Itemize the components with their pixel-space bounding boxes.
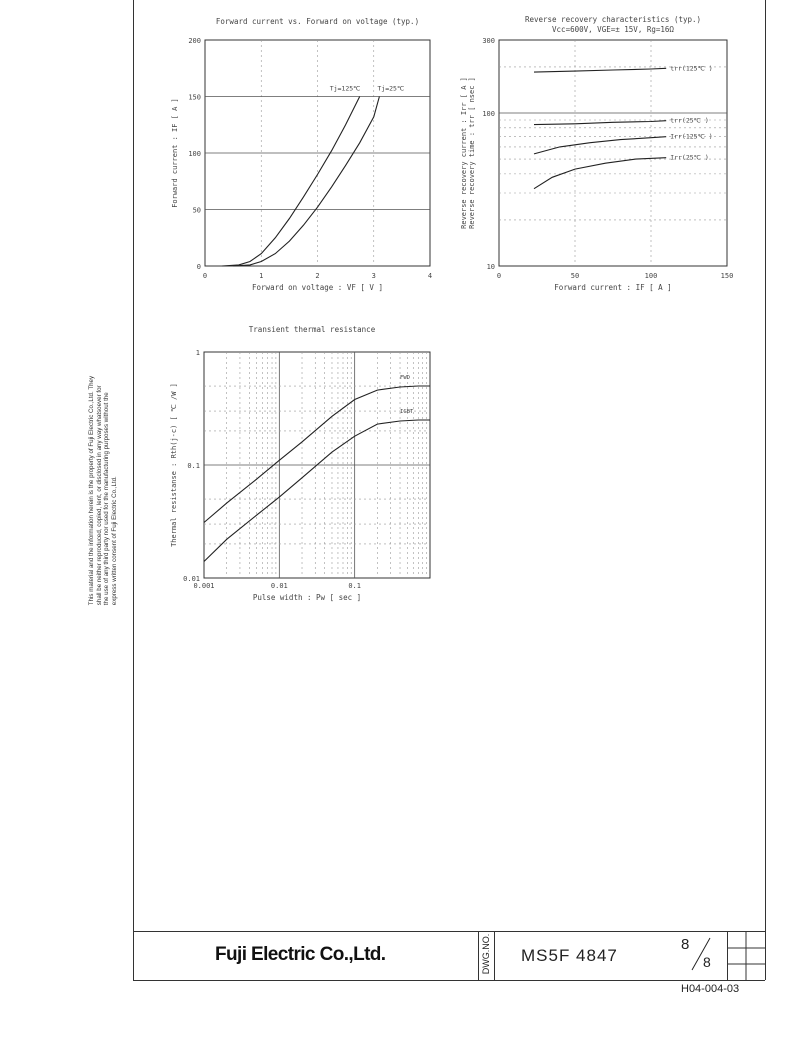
chart-title: Reverse recovery characteristics (typ.) bbox=[524, 15, 702, 24]
revision-grid bbox=[727, 932, 765, 980]
y-axis-label: Forward current : IF [ A ] bbox=[171, 98, 179, 208]
x-axis-label: Pulse width : Pw [ sec ] bbox=[252, 593, 362, 602]
series-line bbox=[534, 121, 666, 125]
y-tick-label: 1 bbox=[195, 349, 200, 357]
company-name: Fuji Electric Co.,Ltd. bbox=[215, 944, 386, 965]
y-tick-label: 0.1 bbox=[187, 462, 200, 470]
form-number: H04-004-03 bbox=[681, 983, 740, 995]
series-line bbox=[534, 68, 666, 72]
x-tick-label: 2 bbox=[315, 272, 320, 280]
series-label: Irr(25℃ ) bbox=[670, 153, 709, 162]
series-line bbox=[233, 97, 379, 267]
series-label: Tj=125℃ bbox=[329, 84, 361, 93]
series-label: trr(25℃ ) bbox=[670, 116, 709, 125]
series-label: FWD bbox=[400, 375, 410, 382]
x-tick-label: 0.1 bbox=[348, 582, 361, 590]
confidentiality-note: This material and the information herein is the property of Fuji Electric Co.,Ltd. They shall be neither reproduced, copied, lent, or disclosed in any way whatsoever for the use of any third party nor used for the manufacturing purposes without the express written consent of Fuji Electric Co.,Ltd. bbox=[87, 375, 118, 606]
x-tick-label: 0.001 bbox=[193, 582, 215, 590]
y-tick-label: 150 bbox=[188, 93, 201, 102]
x-tick-label: 150 bbox=[720, 272, 734, 280]
series-label: IGBT bbox=[400, 409, 414, 416]
x-tick-label: 4 bbox=[427, 272, 433, 280]
series-line bbox=[204, 386, 430, 523]
y-tick-label: 0.01 bbox=[183, 575, 200, 583]
chart-subtitle: Vcc=600V, VGE=± 15V, Rg=16Ω bbox=[552, 25, 674, 34]
y-tick-label: 200 bbox=[188, 37, 201, 45]
y-tick-label: 100 bbox=[482, 109, 495, 118]
x-tick-label: 0 bbox=[496, 272, 502, 280]
y-tick-label: 0 bbox=[196, 263, 201, 271]
series-label: Irr(125℃ ) bbox=[670, 132, 713, 141]
x-tick-label: 50 bbox=[570, 272, 580, 280]
chart-title: Forward current vs. Forward on voltage (typ.) bbox=[215, 17, 420, 26]
y-tick-label: 300 bbox=[482, 37, 495, 45]
x-tick-label: 3 bbox=[371, 272, 376, 280]
title-block bbox=[133, 931, 765, 981]
series-line bbox=[534, 158, 666, 189]
y-tick-label: 50 bbox=[192, 206, 201, 215]
page-number: 8 bbox=[681, 936, 690, 953]
y-tick-label: 10 bbox=[486, 263, 495, 271]
title-divider bbox=[494, 932, 495, 980]
dwg-no-label-text: DWG.NO. bbox=[481, 933, 491, 975]
x-tick-label: 100 bbox=[644, 272, 658, 280]
series-label: Tj=25℃ bbox=[377, 84, 405, 93]
chart-title: Transient thermal resistance bbox=[248, 325, 376, 334]
x-axis-label: Forward current : IF [ A ] bbox=[554, 283, 672, 292]
x-tick-label: 1 bbox=[259, 272, 264, 280]
y-axis-label-2: Reverse recovery time : trr [ nsec ] bbox=[468, 77, 476, 229]
drawing-number: MS5F 4847 bbox=[521, 946, 618, 965]
series-line bbox=[222, 97, 360, 267]
total-pages: 8 bbox=[703, 954, 711, 970]
y-axis-label: Reverse recovery current : Irr [ A ] bbox=[460, 77, 468, 229]
series-line bbox=[204, 420, 430, 562]
y-axis-label: Thermal resistanse : Rth(j-c) [ ℃ /W ] bbox=[170, 383, 178, 547]
x-tick-label: 0 bbox=[202, 272, 208, 280]
series-line bbox=[534, 137, 666, 154]
x-axis-label: Forward on voltage : VF [ V ] bbox=[252, 283, 383, 292]
series-label: trr(125℃ ) bbox=[670, 64, 713, 73]
y-tick-label: 100 bbox=[188, 150, 201, 158]
x-tick-label: 0.01 bbox=[270, 582, 288, 590]
dwg-no-label bbox=[479, 932, 493, 980]
